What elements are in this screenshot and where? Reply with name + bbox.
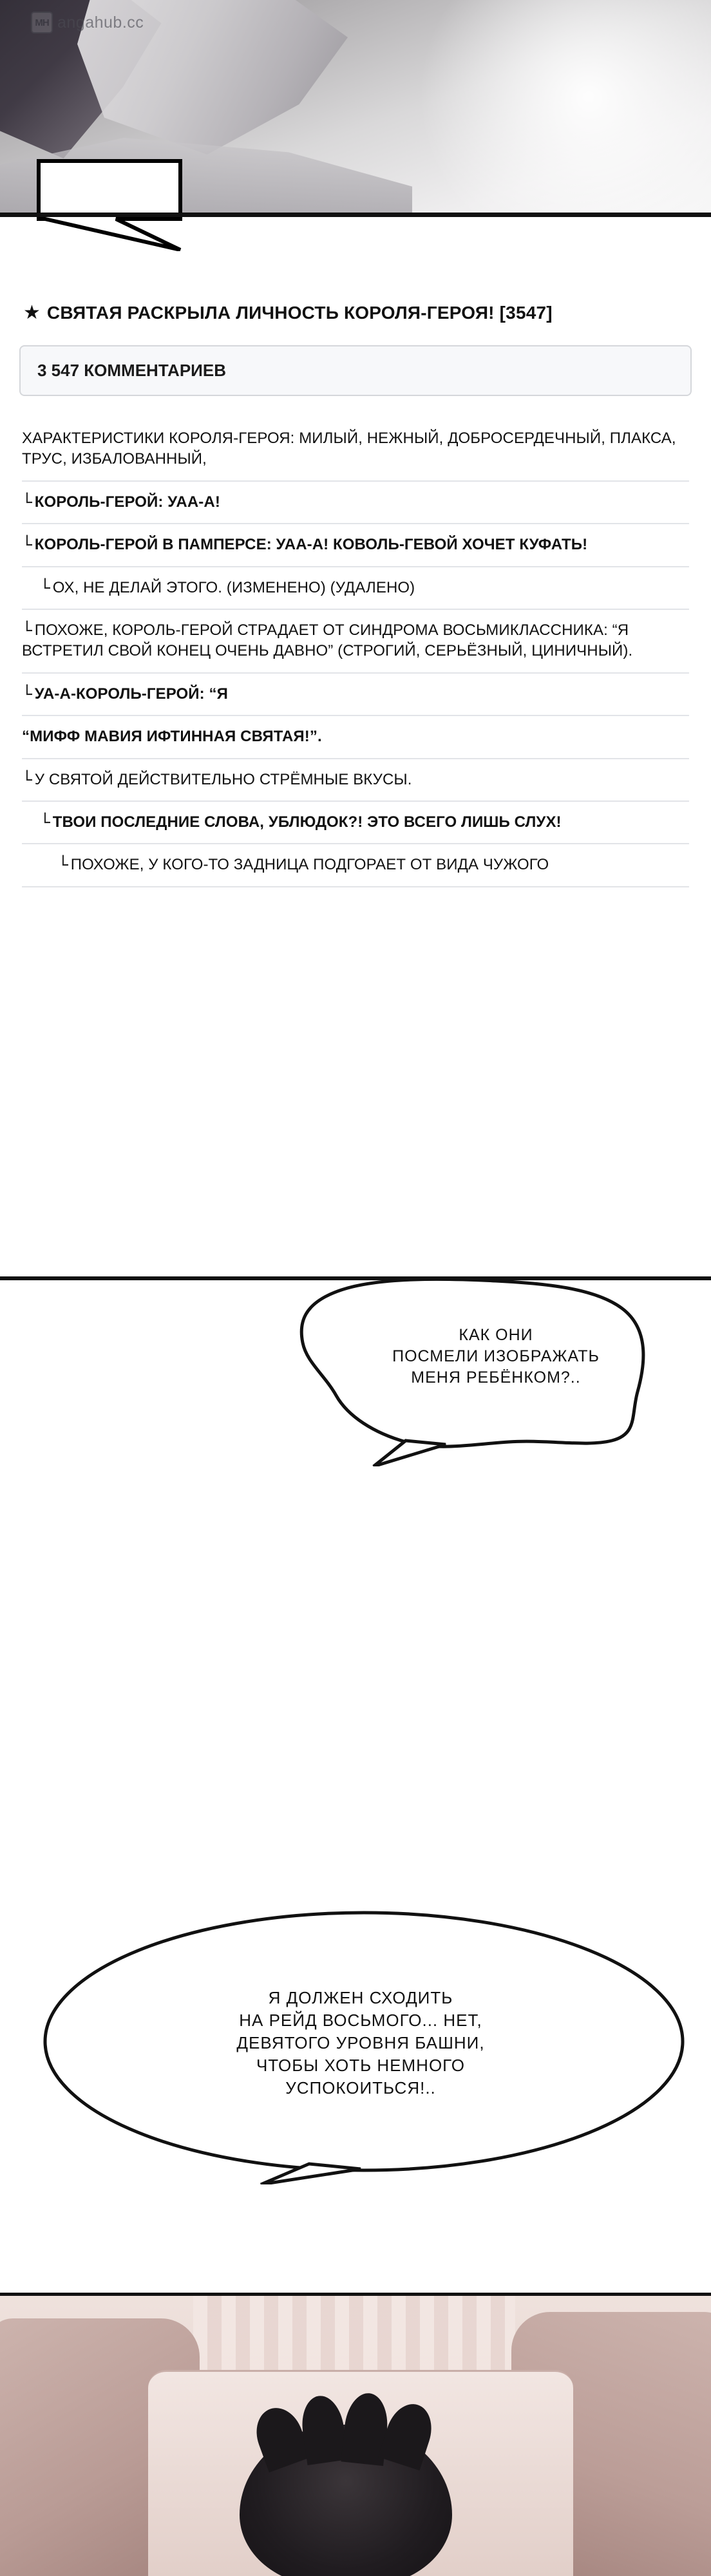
balloon-line: НА РЕЙД ВОСЬМОГО... НЕТ, <box>239 2011 482 2031</box>
balloon-line: Я ДОЛЖЕН СХОДИТЬ <box>268 1988 453 2007</box>
balloon-line: ЧТОБЫ ХОТЬ НЕМНОГО <box>256 2056 466 2076</box>
comment-text: “МИФФ МАВИЯ ИФТИННАЯ СВЯТАЯ!”. <box>22 728 322 746</box>
reply-branch-icon: └ <box>22 536 32 556</box>
comment-text: ОХ, НЕ ДЕЛАЙ ЭТОГО. (ИЗМЕНЕНО) (УДАЛЕНО) <box>52 578 415 596</box>
comment-row[interactable] <box>22 716 689 759</box>
balloon-line: ДЕВЯТОГО УРОВНЯ БАШНИ, <box>236 2033 485 2053</box>
comment-text: КОРОЛЬ-ГЕРОЙ: УАА-А! <box>34 493 220 511</box>
comment-row[interactable] <box>22 844 689 887</box>
reply-branch-icon: └ <box>22 493 32 513</box>
balloon-raid-plan <box>39 1906 689 2183</box>
balloon-line: МЕНЯ РЕБЁНКОМ?.. <box>411 1368 581 1387</box>
balloon-line: КАК ОНИ <box>459 1326 533 1344</box>
comment-row[interactable] <box>22 482 689 524</box>
balloon-line: УСПОКОИТЬСЯ!.. <box>285 2078 436 2098</box>
comment-row[interactable] <box>22 610 689 674</box>
bottom-art-panel <box>0 2293 711 2576</box>
reply-branch-icon: └ <box>40 578 50 598</box>
reply-branch-icon: └ <box>22 770 32 790</box>
balloon-raid-plan-text <box>161 1987 560 2099</box>
reply-branch-icon: └ <box>40 813 50 833</box>
background-glow <box>389 0 711 213</box>
reply-branch-icon: └ <box>58 856 68 876</box>
reply-branch-icon: └ <box>22 621 32 641</box>
chapter-title-row <box>0 303 711 323</box>
comment-list <box>0 418 711 887</box>
speech-balloon-tail <box>19 155 322 251</box>
watermark-site-text: angahub.cc <box>57 13 144 32</box>
comment-row[interactable] <box>22 524 689 567</box>
comments-count-label: 3 547 КОММЕНТАРИЕВ <box>37 361 226 380</box>
balloon-reaction <box>277 1278 683 1465</box>
comment-row[interactable] <box>22 674 689 716</box>
comment-row[interactable] <box>22 802 689 844</box>
comment-row[interactable] <box>22 418 689 482</box>
comment-row[interactable] <box>22 567 689 610</box>
panel-divider-top <box>0 213 711 217</box>
comments-count-box[interactable] <box>19 345 692 396</box>
comment-text: ПОХОЖЕ, У КОГО-ТО ЗАДНИЦА ПОДГОРАЕТ ОТ ВИДА ЧУЖОГО <box>70 856 549 874</box>
comment-text: У СВЯТОЙ ДЕЙСТВИТЕЛЬНО СТРЁМНЫЕ ВКУСЫ. <box>34 770 412 788</box>
comment-text: УА-А-КОРОЛЬ-ГЕРОЙ: “Я <box>34 685 228 703</box>
balloon-reaction-text <box>361 1325 631 1388</box>
reply-branch-icon: └ <box>22 685 32 705</box>
panel-divider-bottom <box>0 2293 711 2296</box>
mangahub-logo-icon: MH <box>31 12 53 33</box>
balloon-line: ПОСМЕЛИ ИЗОБРАЖАТЬ <box>392 1347 600 1365</box>
comment-text: ХАРАКТЕРИСТИКИ КОРОЛЯ-ГЕРОЯ: МИЛЫЙ, НЕЖНЫЙ, ДОБРОСЕРДЕЧНЫЙ, ПЛАКСА, ТРУС, ИЗБАЛОВАННЫЙ, <box>22 430 676 468</box>
star-icon: ★ <box>23 302 41 323</box>
comment-text: ТВОИ ПОСЛЕДНИЕ СЛОВА, УБЛЮДОК?! ЭТО ВСЕГО ЛИШЬ СЛУХ! <box>52 813 562 831</box>
page-title: СВЯТАЯ РАСКРЫЛА ЛИЧНОСТЬ КОРОЛЯ-ГЕРОЯ! [3547] <box>46 303 553 323</box>
comment-text: ПОХОЖЕ, КОРОЛЬ-ГЕРОЙ СТРАДАЕТ ОТ СИНДРОМА ВОСЬМИКЛАССНИКА: “Я ВСТРЕТИЛ СВОЙ КОНЕЦ ОЧЕНЬ ДАВНО” (СТРОГИЙ, СЕРЬЁЗНЫЙ, ЦИНИЧНЫЙ). <box>22 621 633 660</box>
comment-row[interactable] <box>22 759 689 802</box>
comment-section <box>0 303 711 887</box>
comment-text: КОРОЛЬ-ГЕРОЙ В ПАМПЕРСЕ: УАА-А! КОВОЛЬ-ГЕВОЙ ХОЧЕТ КУФАТЬ! <box>34 536 588 554</box>
watermark <box>31 12 144 33</box>
